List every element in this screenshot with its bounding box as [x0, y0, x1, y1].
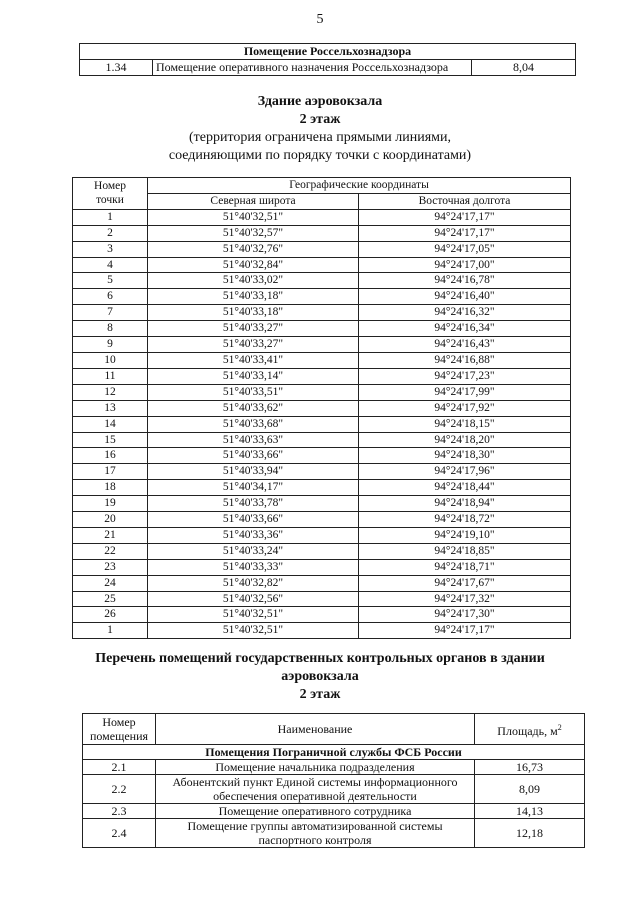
latitude-cell: 51°40'32,51" — [148, 607, 359, 623]
point-number: 24 — [73, 575, 148, 591]
point-number: 16 — [73, 448, 148, 464]
table-row — [73, 559, 571, 575]
longitude-cell: 94°24'16,88" — [359, 352, 571, 368]
table-row — [73, 512, 571, 528]
coordinates-table — [72, 177, 571, 639]
room-name: Помещение оперативного назначения Россельхознадзора — [153, 60, 472, 76]
header-latitude: Северная широта — [148, 193, 359, 209]
longitude-cell: 94°24'17,30" — [359, 607, 571, 623]
table-row — [73, 321, 571, 337]
top-table-section-row — [80, 44, 576, 60]
top-table — [79, 43, 576, 76]
point-number: 4 — [73, 257, 148, 273]
room-name — [156, 804, 475, 819]
point-number: 12 — [73, 384, 148, 400]
room-name — [156, 819, 475, 848]
rooms-body — [83, 760, 585, 848]
rooms-section: Помещения Пограничной службы ФСБ России — [83, 745, 585, 760]
room-area: 14,13 — [475, 804, 585, 819]
point-number: 8 — [73, 321, 148, 337]
longitude-cell: 94°24'16,40" — [359, 289, 571, 305]
header-point-number-line2: точки — [96, 194, 124, 207]
latitude-cell: 51°40'33,63" — [148, 432, 359, 448]
point-number: 25 — [73, 591, 148, 607]
header-room-number-line2: помещения — [89, 729, 149, 743]
point-number: 23 — [73, 559, 148, 575]
room-name-line: Помещение группы автоматизированной системы — [187, 819, 443, 833]
table-row — [73, 225, 571, 241]
table-row — [73, 575, 571, 591]
point-number: 17 — [73, 464, 148, 480]
latitude-cell: 51°40'33,62" — [148, 400, 359, 416]
room-name-line: Абонентский пункт Единой системы информационного — [172, 775, 458, 789]
point-number: 7 — [73, 305, 148, 321]
latitude-cell: 51°40'32,56" — [148, 591, 359, 607]
longitude-cell: 94°24'18,72" — [359, 512, 571, 528]
table-row — [73, 352, 571, 368]
room-name-line: Помещение оперативного сотрудника — [218, 804, 412, 818]
table-row — [73, 241, 571, 257]
longitude-cell: 94°24'17,00" — [359, 257, 571, 273]
room-number: 2.2 — [83, 775, 156, 804]
room-number: 2.3 — [83, 804, 156, 819]
latitude-cell: 51°40'33,14" — [148, 368, 359, 384]
longitude-cell: 94°24'17,05" — [359, 241, 571, 257]
latitude-cell: 51°40'32,82" — [148, 575, 359, 591]
building-desc-line2: соединяющими по порядку точки с координатами) — [168, 148, 472, 163]
table-row — [73, 337, 571, 353]
longitude-cell: 94°24'18,94" — [359, 496, 571, 512]
list-floor: 2 этаж — [299, 687, 341, 702]
point-number: 13 — [73, 400, 148, 416]
longitude-cell: 94°24'17,17" — [359, 623, 571, 639]
room-area: 8,09 — [475, 775, 585, 804]
latitude-cell: 51°40'33,66" — [148, 448, 359, 464]
latitude-cell: 51°40'34,17" — [148, 480, 359, 496]
rooms-table — [82, 713, 585, 848]
point-number: 26 — [73, 607, 148, 623]
room-name — [156, 775, 475, 804]
latitude-cell: 51°40'32,51" — [148, 209, 359, 225]
point-number: 14 — [73, 416, 148, 432]
header-room-number-line1: Номер — [102, 715, 136, 729]
longitude-cell: 94°24'18,85" — [359, 543, 571, 559]
latitude-cell: 51°40'32,76" — [148, 241, 359, 257]
point-number: 1 — [73, 623, 148, 639]
latitude-cell: 51°40'33,18" — [148, 305, 359, 321]
header-point-number-line1: Номер — [94, 179, 126, 192]
header-room-number — [83, 714, 156, 745]
table-row — [73, 432, 571, 448]
table-row — [73, 591, 571, 607]
table-row — [83, 775, 585, 804]
latitude-cell: 51°40'33,68" — [148, 416, 359, 432]
header-geo-coords: Географические координаты — [148, 178, 571, 194]
room-number: 2.1 — [83, 760, 156, 775]
latitude-cell: 51°40'32,57" — [148, 225, 359, 241]
longitude-cell: 94°24'18,15" — [359, 416, 571, 432]
table-row — [73, 623, 571, 639]
room-area: 16,73 — [475, 760, 585, 775]
point-number: 18 — [73, 480, 148, 496]
point-number: 11 — [73, 368, 148, 384]
latitude-cell: 51°40'33,27" — [148, 337, 359, 353]
header-room-name: Наименование — [156, 714, 475, 745]
table-row — [73, 289, 571, 305]
table-row — [83, 760, 585, 775]
table-row — [73, 496, 571, 512]
longitude-cell: 94°24'17,32" — [359, 591, 571, 607]
point-number: 22 — [73, 543, 148, 559]
longitude-cell: 94°24'18,20" — [359, 432, 571, 448]
latitude-cell: 51°40'33,36" — [148, 527, 359, 543]
latitude-cell: 51°40'33,94" — [148, 464, 359, 480]
room-number: 2.4 — [83, 819, 156, 848]
coords-header-row — [73, 178, 571, 194]
room-name — [156, 760, 475, 775]
table-row — [73, 384, 571, 400]
table-row — [73, 257, 571, 273]
header-area-label: Площадь, м — [497, 723, 558, 738]
latitude-cell: 51°40'33,78" — [148, 496, 359, 512]
point-number: 20 — [73, 512, 148, 528]
longitude-cell: 94°24'17,67" — [359, 575, 571, 591]
header-room-area — [475, 714, 585, 745]
list-title-line2: аэровокзала — [281, 669, 359, 684]
coords-body — [73, 209, 571, 638]
latitude-cell: 51°40'33,24" — [148, 543, 359, 559]
longitude-cell: 94°24'17,17" — [359, 209, 571, 225]
longitude-cell: 94°24'18,44" — [359, 480, 571, 496]
longitude-cell: 94°24'18,30" — [359, 448, 571, 464]
coords-subheader-row — [73, 193, 571, 209]
longitude-cell: 94°24'16,43" — [359, 337, 571, 353]
point-number: 15 — [73, 432, 148, 448]
latitude-cell: 51°40'33,66" — [148, 512, 359, 528]
table-row — [73, 448, 571, 464]
table-row — [73, 273, 571, 289]
rooms-section-row — [83, 745, 585, 760]
room-area: 12,18 — [475, 819, 585, 848]
header-area-sup: 2 — [557, 722, 562, 732]
point-number: 9 — [73, 337, 148, 353]
point-number: 3 — [73, 241, 148, 257]
top-table-section: Помещение Россельхознадзора — [80, 44, 576, 60]
page-number: 5 — [316, 12, 324, 27]
longitude-cell: 94°24'17,92" — [359, 400, 571, 416]
table-row — [73, 543, 571, 559]
point-number: 21 — [73, 527, 148, 543]
room-area: 8,04 — [472, 60, 576, 76]
longitude-cell: 94°24'17,23" — [359, 368, 571, 384]
table-row — [73, 607, 571, 623]
latitude-cell: 51°40'33,51" — [148, 384, 359, 400]
longitude-cell: 94°24'19,10" — [359, 527, 571, 543]
longitude-cell: 94°24'17,99" — [359, 384, 571, 400]
longitude-cell: 94°24'16,78" — [359, 273, 571, 289]
room-name-line: Помещение начальника подразделения — [215, 760, 415, 774]
room-name-line: обеспечения оперативной деятельности — [213, 789, 417, 803]
point-number: 2 — [73, 225, 148, 241]
point-number: 5 — [73, 273, 148, 289]
table-row — [83, 804, 585, 819]
table-row — [73, 209, 571, 225]
table-row — [80, 60, 576, 76]
table-row — [73, 400, 571, 416]
longitude-cell: 94°24'18,71" — [359, 559, 571, 575]
building-title: Здание аэровокзала — [257, 94, 383, 109]
room-name-line: паспортного контроля — [258, 833, 372, 847]
rooms-header-row — [83, 714, 585, 745]
latitude-cell: 51°40'33,41" — [148, 352, 359, 368]
latitude-cell: 51°40'33,02" — [148, 273, 359, 289]
longitude-cell: 94°24'16,32" — [359, 305, 571, 321]
point-number: 1 — [73, 209, 148, 225]
table-row — [83, 819, 585, 848]
table-row — [73, 527, 571, 543]
longitude-cell: 94°24'16,34" — [359, 321, 571, 337]
list-title-line1: Перечень помещений государственных контрольных органов в здании — [95, 651, 545, 666]
longitude-cell: 94°24'17,17" — [359, 225, 571, 241]
latitude-cell: 51°40'32,51" — [148, 623, 359, 639]
latitude-cell: 51°40'32,84" — [148, 257, 359, 273]
point-number: 10 — [73, 352, 148, 368]
room-number: 1.34 — [80, 60, 153, 76]
latitude-cell: 51°40'33,27" — [148, 321, 359, 337]
header-point-number — [73, 178, 148, 210]
table-row — [73, 464, 571, 480]
table-row — [73, 480, 571, 496]
latitude-cell: 51°40'33,18" — [148, 289, 359, 305]
table-row — [73, 305, 571, 321]
header-longitude: Восточная долгота — [359, 193, 571, 209]
longitude-cell: 94°24'17,96" — [359, 464, 571, 480]
point-number: 6 — [73, 289, 148, 305]
point-number: 19 — [73, 496, 148, 512]
table-row — [73, 416, 571, 432]
building-floor: 2 этаж — [299, 112, 341, 127]
latitude-cell: 51°40'33,33" — [148, 559, 359, 575]
table-row — [73, 368, 571, 384]
building-desc-line1: (территория ограничена прямыми линиями, — [188, 130, 452, 145]
